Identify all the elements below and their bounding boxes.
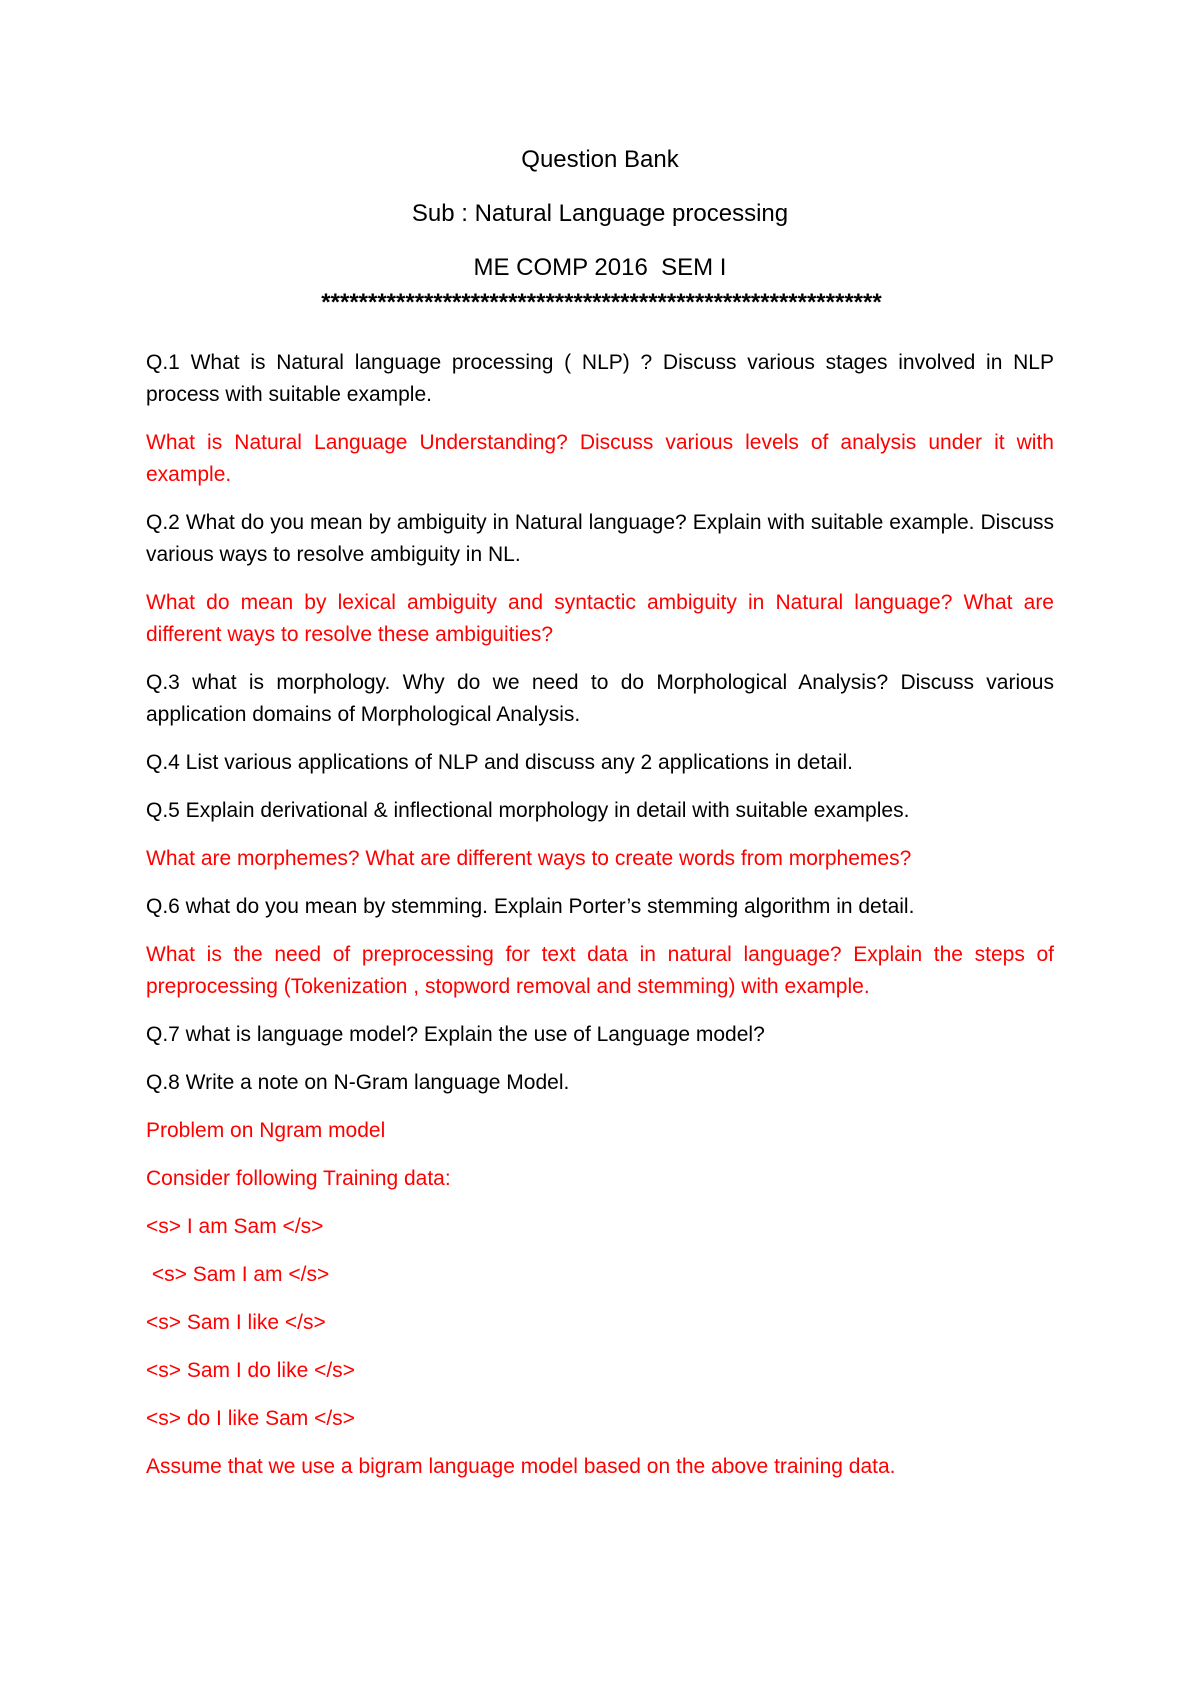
separator-line: ************************************************************ bbox=[321, 289, 882, 316]
question-6-alternative: What is the need of preprocessing for text data in natural language? Explain the steps of preprocessing (Tokenization , stopword removal and stemming) with example. bbox=[146, 943, 1054, 998]
question-1-alternative: What is Natural Language Understanding? Discuss various levels of analysis under it with example. bbox=[146, 431, 1054, 486]
question-2: Q.2 What do you mean by ambiguity in Natural language? Explain with suitable example. Discuss various ways to resolve ambiguity in NL. bbox=[146, 511, 1054, 566]
question-5: Q.5 Explain derivational & inflectional morphology in detail with suitable examples. bbox=[146, 799, 910, 822]
document-title: Question Bank bbox=[521, 146, 679, 173]
training-sentence: <s> Sam I do like </s> bbox=[146, 1359, 355, 1382]
training-data-intro: Consider following Training data: bbox=[146, 1167, 451, 1190]
question-3: Q.3 what is morphology. Why do we need to do Morphological Analysis? Discuss various application domains of Morphological Analysis. bbox=[146, 671, 1054, 726]
course-line: ME COMP 2016 SEM I bbox=[473, 254, 727, 281]
bigram-assumption: Assume that we use a bigram language model based on the above training data. bbox=[146, 1455, 896, 1478]
question-8: Q.8 Write a note on N-Gram language Model. bbox=[146, 1071, 570, 1094]
training-sentence: <s> I am Sam </s> bbox=[146, 1215, 324, 1238]
question-6: Q.6 what do you mean by stemming. Explain Porter’s stemming algorithm in detail. bbox=[146, 895, 915, 918]
question-7: Q.7 what is language model? Explain the use of Language model? bbox=[146, 1023, 765, 1046]
question-4: Q.4 List various applications of NLP and discuss any 2 applications in detail. bbox=[146, 751, 854, 774]
question-1: Q.1 What is Natural language processing ( NLP) ? Discuss various stages involved in NLP process with suitable example. bbox=[146, 351, 1054, 406]
question-5-alternative: What are morphemes? What are different ways to create words from morphemes? bbox=[146, 847, 912, 870]
problem-heading: Problem on Ngram model bbox=[146, 1119, 386, 1142]
subject-line: Sub : Natural Language processing bbox=[411, 200, 789, 227]
training-sentence: <s> do I like Sam </s> bbox=[146, 1407, 355, 1430]
question-2-alternative: What do mean by lexical ambiguity and syntactic ambiguity in Natural language? What are different ways to resolve these ambiguities? bbox=[146, 591, 1054, 646]
training-sentence: <s> Sam I am </s> bbox=[146, 1263, 330, 1286]
training-sentence: <s> Sam I like </s> bbox=[146, 1311, 326, 1334]
